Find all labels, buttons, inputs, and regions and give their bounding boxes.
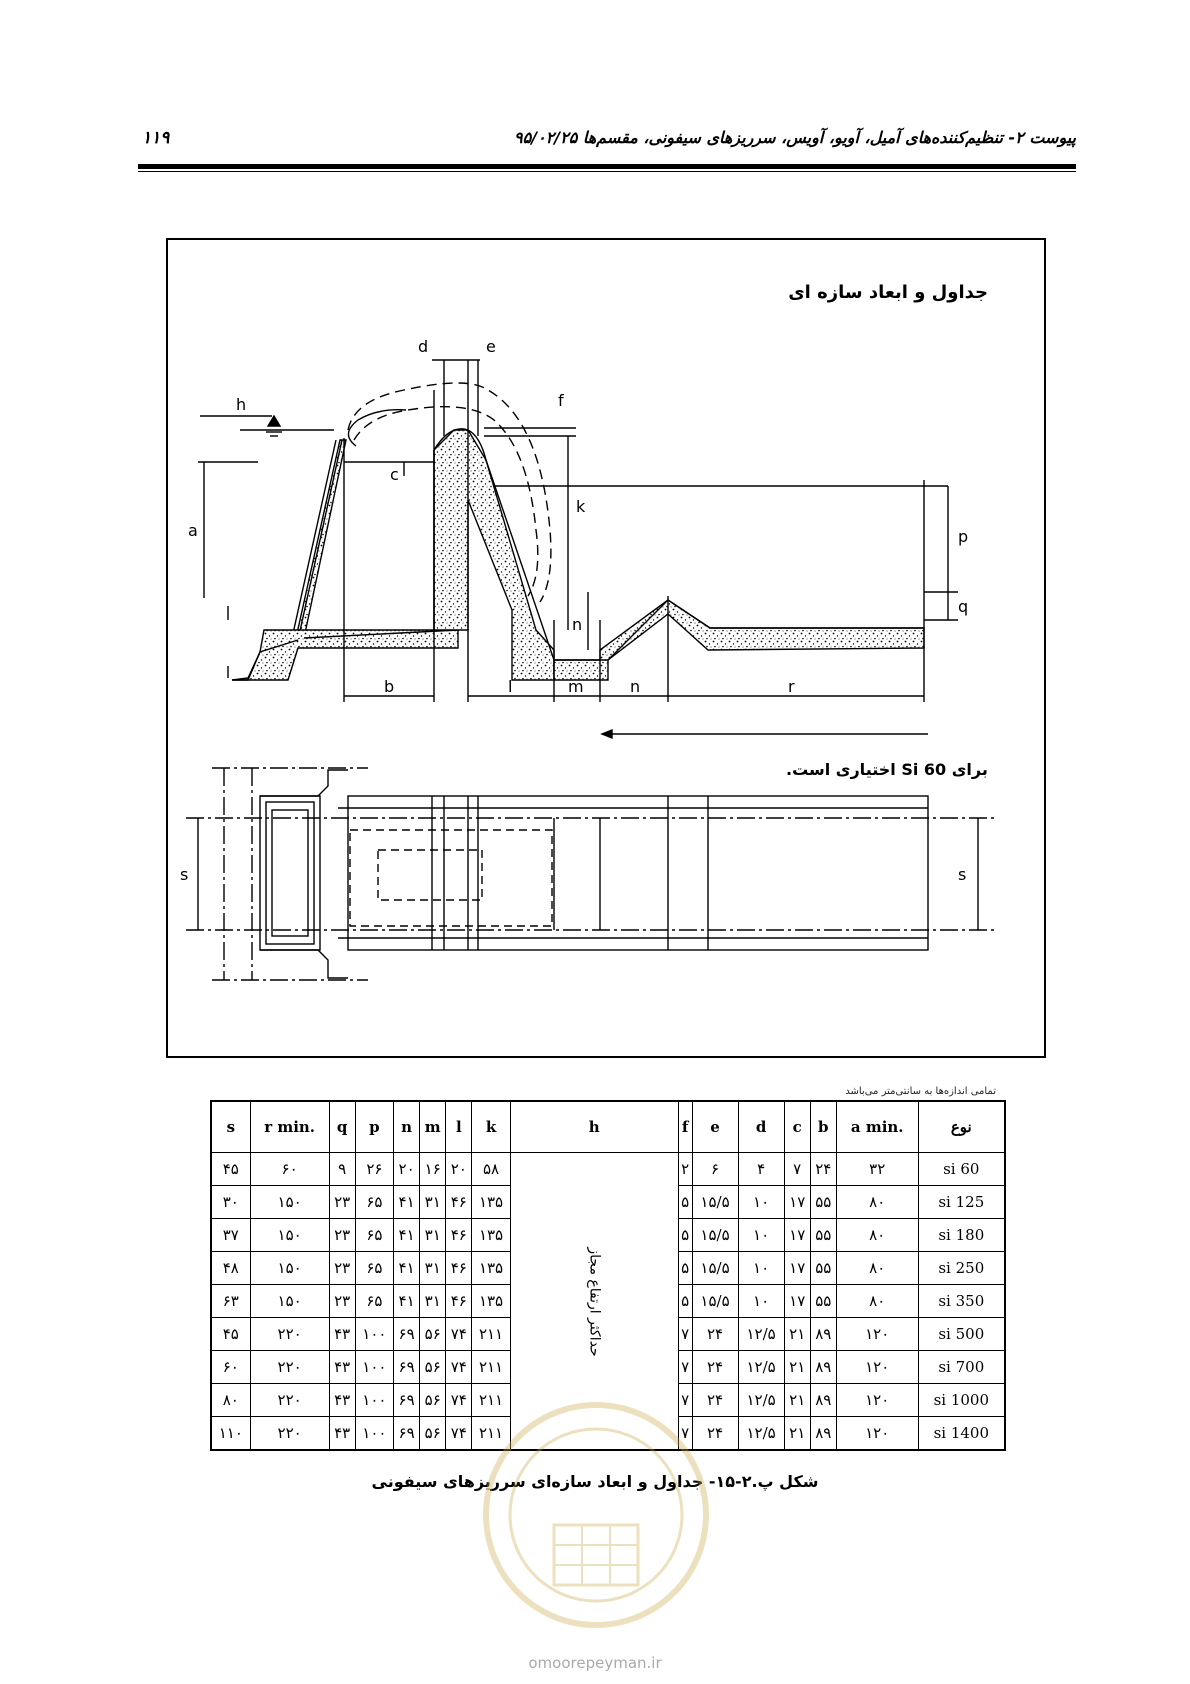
col-q: q <box>329 1101 355 1153</box>
table-cell: ۴۱ <box>394 1186 420 1219</box>
table-cell: ۲۲۰ <box>250 1417 329 1451</box>
page-header <box>138 128 1076 174</box>
table-cell: ۱۰ <box>738 1252 784 1285</box>
table-cell: ۷ <box>678 1384 692 1417</box>
table-cell: ۶۵ <box>355 1252 393 1285</box>
table-cell: ۱۲/۵ <box>738 1384 784 1417</box>
table-cell: ۶۹ <box>394 1318 420 1351</box>
table-cell: ۴۳ <box>329 1351 355 1384</box>
table-cell: ۲۴ <box>692 1351 738 1384</box>
watermark-seal-icon <box>476 1395 716 1635</box>
table-cell: ۱۷ <box>784 1219 810 1252</box>
table-cell: ۱۳۵ <box>472 1219 510 1252</box>
col-s: s <box>211 1101 250 1153</box>
table-cell: ۵۵ <box>810 1186 836 1219</box>
table-cell: ۴۶ <box>446 1219 472 1252</box>
siphon-section-drawing <box>168 240 1044 1056</box>
label-n: n <box>630 677 641 696</box>
table-cell: ۵۶ <box>420 1384 446 1417</box>
table-cell: ۱۵۰ <box>250 1285 329 1318</box>
col-a: a min. <box>836 1101 918 1153</box>
table-cell: ۴۶ <box>446 1252 472 1285</box>
table-cell: ۸۰ <box>836 1252 918 1285</box>
siphon-drawing-frame <box>166 238 1046 1058</box>
col-p: p <box>355 1101 393 1153</box>
table-cell: ۲۱۱ <box>472 1384 510 1417</box>
table-cell: ۱۰ <box>738 1186 784 1219</box>
table-cell: ۳۱ <box>420 1219 446 1252</box>
table-header-row <box>211 1101 1005 1153</box>
label-s-left: s <box>180 865 189 884</box>
table-cell: ۶۰ <box>250 1153 329 1186</box>
table-cell: ۱۰۰ <box>355 1384 393 1417</box>
label-d: d <box>418 337 429 356</box>
table-cell: ۲۴ <box>810 1153 836 1186</box>
label-c: c <box>390 465 399 484</box>
col-m: m <box>420 1101 446 1153</box>
table-cell: ۴۳ <box>329 1318 355 1351</box>
label-r: r <box>788 677 795 696</box>
table-cell: ۶ <box>692 1153 738 1186</box>
table-cell: ۳۷ <box>211 1219 250 1252</box>
table-cell: ۱۷ <box>784 1186 810 1219</box>
table-cell: ۲۱ <box>784 1351 810 1384</box>
table-cell: ۲۴ <box>692 1417 738 1451</box>
table-cell: ۴۱ <box>394 1252 420 1285</box>
table-cell: ۲۲۰ <box>250 1318 329 1351</box>
table-cell: ۵ <box>678 1219 692 1252</box>
label-e: e <box>486 337 496 356</box>
table-cell: ۹ <box>329 1153 355 1186</box>
table-cell: ۵۵ <box>810 1285 836 1318</box>
col-h: h <box>510 1101 678 1153</box>
table-cell: ۱۷ <box>784 1252 810 1285</box>
label-m: m <box>568 677 584 696</box>
table-cell: ۴۶ <box>446 1285 472 1318</box>
table-cell: ۱۶ <box>420 1153 446 1186</box>
table-cell: ۱۰۰ <box>355 1318 393 1351</box>
table-cell: ۱۵/۵ <box>692 1285 738 1318</box>
table-cell: ۵۵ <box>810 1252 836 1285</box>
col-k: k <box>472 1101 510 1153</box>
table-cell: ۱۰ <box>738 1219 784 1252</box>
table-cell: ۱۳۵ <box>472 1186 510 1219</box>
table-cell: ۲۳ <box>329 1186 355 1219</box>
type-cell: si 250 <box>918 1252 1005 1285</box>
type-cell: si 60 <box>918 1153 1005 1186</box>
type-cell: si 180 <box>918 1219 1005 1252</box>
table-cell: ۸۰ <box>211 1384 250 1417</box>
col-type: نوع <box>918 1101 1005 1153</box>
table-cell: ۶۰ <box>211 1351 250 1384</box>
table-cell: ۱۲/۵ <box>738 1351 784 1384</box>
label-p: p <box>958 527 969 546</box>
table-cell: ۸۰ <box>836 1219 918 1252</box>
table-cell: ۲۱۱ <box>472 1351 510 1384</box>
type-cell: si 125 <box>918 1186 1005 1219</box>
col-f: f <box>678 1101 692 1153</box>
page-number: ۱۱۹ <box>142 128 170 148</box>
table-cell: ۱۲۰ <box>836 1417 918 1451</box>
type-cell: si 1000 <box>918 1384 1005 1417</box>
label-q: q <box>958 597 969 616</box>
table-cell: ۱۰۰ <box>355 1351 393 1384</box>
label-n-vert: n <box>572 615 583 634</box>
table-cell: ۴۳ <box>329 1384 355 1417</box>
figure-title: جداول و ابعاد سازه ای <box>788 282 988 303</box>
table-cell: ۸۰ <box>836 1285 918 1318</box>
table-cell: ۵۵ <box>810 1219 836 1252</box>
table-cell: ۸۰ <box>836 1186 918 1219</box>
table-cell: ۲۴ <box>692 1384 738 1417</box>
col-b: b <box>810 1101 836 1153</box>
table-cell: ۵۶ <box>420 1318 446 1351</box>
label-a: a <box>188 521 198 540</box>
table-cell: ۷۴ <box>446 1384 472 1417</box>
table-cell: ۶۵ <box>355 1186 393 1219</box>
table-cell: ۲۰ <box>394 1153 420 1186</box>
table-cell: ۷۴ <box>446 1351 472 1384</box>
table-cell: ۱۵/۵ <box>692 1186 738 1219</box>
table-cell: ۴۵ <box>211 1318 250 1351</box>
header-rule <box>138 164 1076 169</box>
table-cell: ۴۵ <box>211 1153 250 1186</box>
table-cell: ۴۱ <box>394 1219 420 1252</box>
table-cell: ۸۹ <box>810 1351 836 1384</box>
type-cell: si 350 <box>918 1285 1005 1318</box>
table-cell: ۴۶ <box>446 1186 472 1219</box>
table-cell: ۸۹ <box>810 1318 836 1351</box>
table-cell: ۳۱ <box>420 1285 446 1318</box>
col-n: n <box>394 1101 420 1153</box>
figure-note: برای Si 60 اختیاری است. <box>786 760 988 779</box>
table-cell: ۳۰ <box>211 1186 250 1219</box>
table-cell: ۶۹ <box>394 1384 420 1417</box>
table-cell: ۱۵۰ <box>250 1186 329 1219</box>
label-h: h <box>236 395 247 414</box>
watermark-site: omoorepeyman.ir <box>528 1654 662 1672</box>
table-cell: ۱۵/۵ <box>692 1252 738 1285</box>
table-cell: ۳۱ <box>420 1186 446 1219</box>
table-row <box>211 1153 1005 1186</box>
col-r: r min. <box>250 1101 329 1153</box>
type-cell: si 700 <box>918 1351 1005 1384</box>
table-cell: ۵ <box>678 1186 692 1219</box>
header-rule-thin <box>138 171 1076 172</box>
label-f: f <box>558 391 564 410</box>
table-cell: ۱۷ <box>784 1285 810 1318</box>
table-cell: ۵۶ <box>420 1351 446 1384</box>
table-cell: ۱۲۰ <box>836 1351 918 1384</box>
table-cell: ۷۴ <box>446 1417 472 1451</box>
col-l: l <box>446 1101 472 1153</box>
table-cell: ۲۱۱ <box>472 1318 510 1351</box>
table-cell: ۱۱۰ <box>211 1417 250 1451</box>
table-cell: ۵۸ <box>472 1153 510 1186</box>
table-cell: ۷ <box>784 1153 810 1186</box>
table-cell: ۲۳ <box>329 1219 355 1252</box>
table-cell: ۲۳ <box>329 1285 355 1318</box>
type-cell: si 500 <box>918 1318 1005 1351</box>
table-cell: ۴۳ <box>329 1417 355 1451</box>
table-cell: ۷ <box>678 1417 692 1451</box>
table-cell: ۱۳۵ <box>472 1252 510 1285</box>
table-cell: ۱۵/۵ <box>692 1219 738 1252</box>
table-cell: ۱۳۵ <box>472 1285 510 1318</box>
figure-caption: شکل پ.۲-۱۵- جداول و ابعاد سازه‌ای سرریزهای سیفونی <box>371 1472 819 1491</box>
table-cell: ۷ <box>678 1318 692 1351</box>
table-cell: ۵ <box>678 1252 692 1285</box>
table-cell: ۲۲۰ <box>250 1384 329 1417</box>
table-cell: ۱۵۰ <box>250 1219 329 1252</box>
table-cell: ۱۰ <box>738 1285 784 1318</box>
table-cell: ۴۸ <box>211 1252 250 1285</box>
table-cell: ۸۹ <box>810 1417 836 1451</box>
table-cell: ۲۱ <box>784 1417 810 1451</box>
table-cell: ۲۱ <box>784 1318 810 1351</box>
col-d: d <box>738 1101 784 1153</box>
table-cell: ۲۴ <box>692 1318 738 1351</box>
table-cell: ۶۳ <box>211 1285 250 1318</box>
label-k: k <box>576 497 586 516</box>
table-cell: ۱۰۰ <box>355 1417 393 1451</box>
table-cell: ۲ <box>678 1153 692 1186</box>
table-cell: ۱۲/۵ <box>738 1417 784 1451</box>
table-cell: ۲۱۱ <box>472 1417 510 1451</box>
table-cell: ۱۵۰ <box>250 1252 329 1285</box>
header-title: پیوست ۲- تنظیم‌کننده‌های آمیل، آویو، آویس، سرریزهای سیفونی، مقسم‌ها ۹۵/۰۲/۲۵ <box>514 128 1076 147</box>
table-cell: ۷۴ <box>446 1318 472 1351</box>
col-e: e <box>692 1101 738 1153</box>
table-cell: ۲۰ <box>446 1153 472 1186</box>
units-note: تمامی اندازه‌ها به سانتی‌متر می‌باشد <box>845 1086 996 1097</box>
table-cell: ۲۱ <box>784 1384 810 1417</box>
table-cell: ۲۲۰ <box>250 1351 329 1384</box>
table-cell: ۷ <box>678 1351 692 1384</box>
plan-view-drawing <box>186 768 998 980</box>
table-cell: ۳۱ <box>420 1252 446 1285</box>
label-s-right: s <box>958 865 967 884</box>
table-cell: ۶۵ <box>355 1285 393 1318</box>
table-cell: ۱۲۰ <box>836 1384 918 1417</box>
table-cell: ۱۲/۵ <box>738 1318 784 1351</box>
label-b: b <box>384 677 395 696</box>
table-cell: ۴۱ <box>394 1285 420 1318</box>
table-cell: ۱۲۰ <box>836 1318 918 1351</box>
table-cell: ۲۶ <box>355 1153 393 1186</box>
table-cell: ۶۵ <box>355 1219 393 1252</box>
table-cell: ۵۶ <box>420 1417 446 1451</box>
table-cell: ۸۹ <box>810 1384 836 1417</box>
type-cell: si 1400 <box>918 1417 1005 1451</box>
table-cell: ۶۹ <box>394 1351 420 1384</box>
col-c: c <box>784 1101 810 1153</box>
table-cell: ۶۹ <box>394 1417 420 1451</box>
table-cell: ۳۲ <box>836 1153 918 1186</box>
table-cell: ۴ <box>738 1153 784 1186</box>
label-l: l <box>508 677 513 696</box>
table-cell: ۵ <box>678 1285 692 1318</box>
h-cell-text: حداکثر ارتفاع مجاز <box>586 1247 603 1357</box>
table-cell: ۲۳ <box>329 1252 355 1285</box>
